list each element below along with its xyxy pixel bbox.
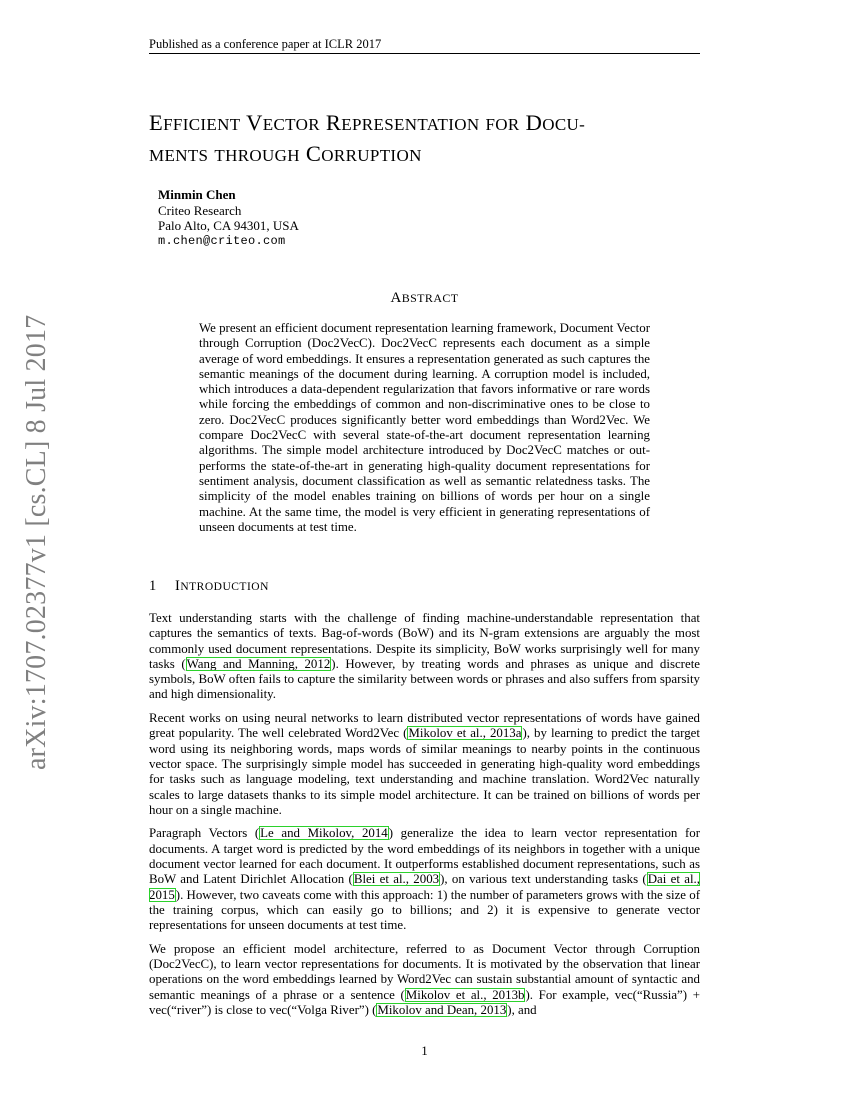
paragraph-text: ), and — [507, 1003, 537, 1018]
citation-link[interactable]: Mikolov et al., 2013a — [408, 726, 522, 741]
title-word-rest: FOR — [485, 115, 520, 134]
paragraph-text: ). However, two caveats come with this approach: 1) the number of parameters grows with the size of the training corpus, which can easily go to billions; and 2) it is expensive to generate vector representations for unseen documents at test time. — [149, 887, 700, 933]
body-paragraph — [149, 711, 700, 818]
body-paragraph — [149, 611, 700, 703]
citation-link[interactable]: Blei et al., 2003 — [353, 872, 440, 887]
title-word — [326, 110, 480, 135]
section-title-rest: NTRODUCTION — [180, 581, 269, 593]
section-number: 1 — [149, 578, 157, 594]
author-name: Minmin Chen — [158, 187, 236, 202]
citation-link[interactable]: Mikolov and Dean, 2013 — [377, 1003, 507, 1018]
title-word — [246, 110, 320, 135]
running-header: Published as a conference paper at ICLR 2017 — [149, 36, 700, 54]
author-affiliation: Criteo Research — [158, 202, 242, 218]
body-paragraph — [149, 826, 700, 933]
title-word — [485, 110, 519, 135]
paragraph-text: ). However, by treating words and phrases as unique and discrete symbols, BoW often fails to capture the similarity between words or phrases and also suffers from sparsity and high dimensionality. — [149, 656, 701, 702]
paragraph-text: Recent works on using neural networks to learn distributed vector representations of words have gained great popularity. The well celebrated Word2Vec ( — [149, 711, 700, 741]
title-word — [526, 110, 586, 135]
abstract-text: We present an efficient document representation learning framework, Document Vector through Corruption (Doc2VecC). Doc2VecC represents each document as a simple average of word embeddings. It ensures a representation generated as such captures the semantic meanings of the document during learning. A corruption model is included, which introduces a data-dependent regularization that favors informative or rare words while forcing the embeddings of common and non-discriminative ones to be close to zero. Doc2VecC produces significantly better word embeddings than Word2Vec. We compare Doc2VecC with several state-of-the-art document representation learning algorithms. The simple model architecture introduced by Doc2VecC matches or out-performs the state-of-the-art in generating high-quality document representations for sentiment analysis, document classification as well as semantic relatedness tasks. The simplicity of the model enables training on billions of words per hour on a single machine. At the same time, the model is very efficient in generating representations of unseen documents at test time. — [199, 321, 650, 534]
author-email[interactable]: m.chen@criteo.com — [158, 233, 286, 248]
title-word-cap: V — [246, 110, 263, 135]
paragraph-text: Paragraph Vectors ( — [149, 826, 260, 841]
paper-title — [149, 108, 709, 170]
title-word — [214, 141, 300, 166]
page-number: 1 — [421, 1043, 428, 1058]
paragraph-text: ) generalize the idea to learn vector representation for documents. A target word is predicted by the word embeddings of its neighbors in together with a unique document vector learned for each document. It outperforms established document representations, such as BoW and Latent Dirichlet Allocation ( — [149, 826, 700, 887]
title-word-rest: ORRUPTION — [321, 146, 422, 165]
abstract-heading-cap: A — [390, 290, 402, 306]
title-word-cap: D — [525, 110, 543, 135]
abstract-heading — [149, 289, 700, 307]
title-word-rest: MENTS — [149, 146, 209, 165]
arxiv-identifier: arXiv:1707.02377v1 [cs.CL] 8 Jul 2017 — [21, 314, 52, 770]
title-word — [149, 110, 241, 135]
title-word-rest: OCU- — [542, 115, 586, 134]
title-word-cap: C — [305, 141, 322, 166]
paragraph-text: Text understanding starts with the challenge of finding machine-understandable representation that captures the semantics of texts. Bag-of-words (BoW) and its N-gram extensions are arguably the most commonly used document representations. Despite its simplicity, BoW works surprisingly well for many tasks ( — [149, 611, 700, 671]
author-block — [158, 187, 458, 249]
title-word — [149, 141, 208, 166]
section-heading-introduction — [149, 577, 549, 596]
title-word-cap: R — [325, 110, 342, 135]
title-word-rest: FFICIENT — [163, 115, 241, 134]
title-word — [306, 141, 422, 166]
citation-link[interactable]: Le and Mikolov, 2014 — [260, 826, 388, 841]
citation-link[interactable]: Dai et al., 2015 — [149, 872, 700, 902]
introduction-body — [149, 611, 700, 1027]
title-word-rest: THROUGH — [214, 146, 300, 165]
title-word-cap: E — [149, 110, 164, 135]
citation-link[interactable]: Wang and Manning, 2012 — [186, 656, 331, 671]
title-word-rest: ECTOR — [262, 115, 320, 134]
abstract-heading-rest: BSTRACT — [401, 291, 459, 305]
paragraph-text: ), by learning to predict the target word using its neighboring words, maps words of similar meanings to nearby points in the continuous vector space. The surprisingly simple model has succeeded in generating high-quality word embeddings for tasks such as language modeling, text understanding and machine translation. Word2Vec naturally scales to large datasets thanks to its simple model architecture. It can be trained on billions of words per hour on a single machine. — [149, 726, 700, 817]
section-title-cap: I — [175, 578, 181, 594]
paragraph-text: ). For example, vec(“Russia”) + vec(“river”) is close to vec(“Volga River”) ( — [149, 987, 701, 1018]
paragraph-text: ), on various text understanding tasks ( — [440, 872, 647, 887]
paragraph-text: We propose an efficient model architecture, referred to as Document Vector through Corruption (Doc2VecC), to learn vector representations for documents. It is motivated by the observation that linear operations on the word embeddings learned by Word2Vec can sustain substantial amount of syntactic and semantic meanings of a phrase or a sentence ( — [149, 941, 700, 1002]
citation-link[interactable]: Mikolov et al., 2013b — [405, 987, 525, 1002]
author-address: Palo Alto, CA 94301, USA — [158, 218, 299, 233]
title-word-rest: EPRESENTATION — [341, 115, 480, 134]
body-paragraph — [149, 942, 700, 1018]
